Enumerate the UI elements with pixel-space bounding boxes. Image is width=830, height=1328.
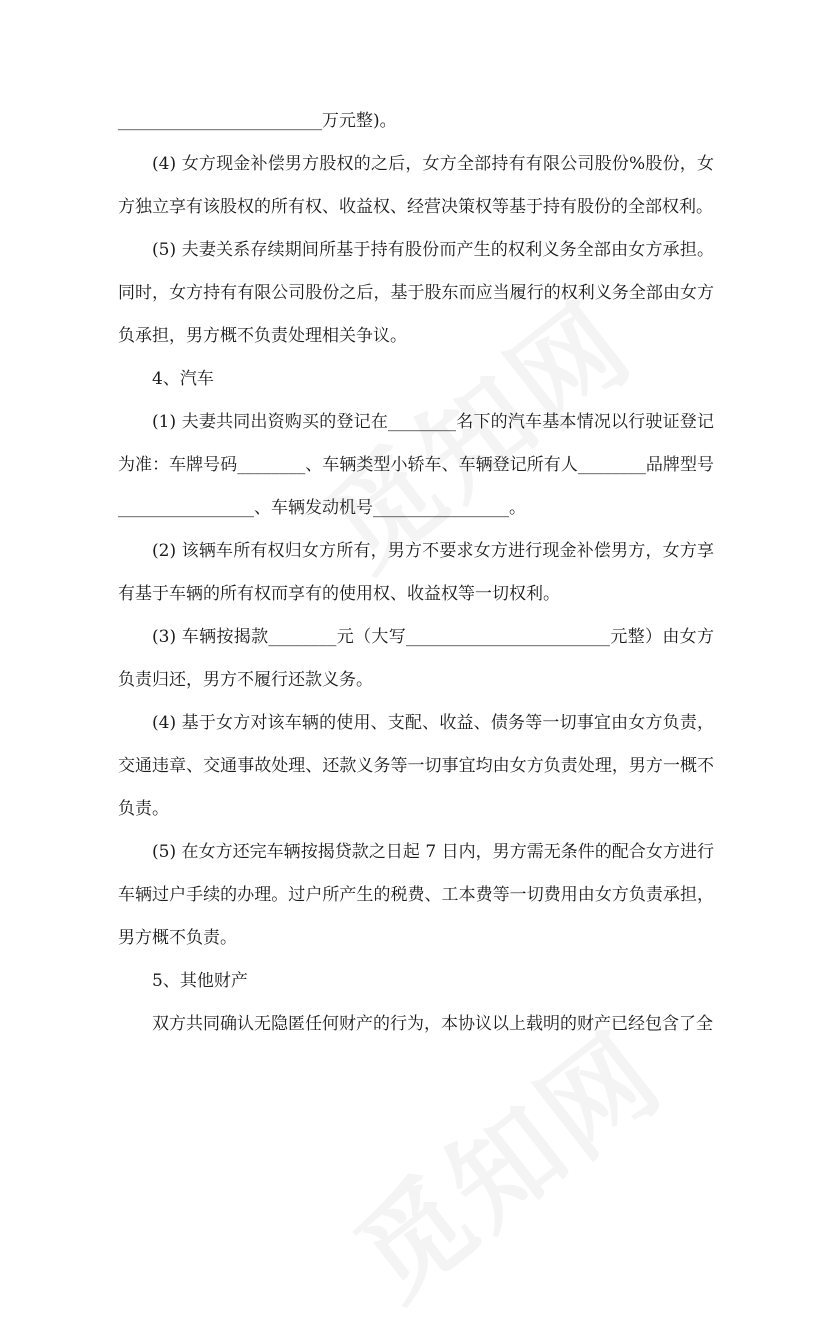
paragraph-car-registration: (1) 夫妻共同出资购买的登记在________名下的汽车基本情况以行驶证登记为准：车牌号码________、车辆类型小轿车、车辆登记所有人________品牌型号________________、车辆发动机号________________。 [118, 412, 714, 518]
paragraph-amount-continuation: ________________________万元整)。 [118, 111, 397, 131]
section-heading-other-property: 5、其他财产 [152, 971, 248, 991]
paragraph-car-responsibility: (4) 基于女方对该车辆的使用、支配、收益、债务等一切事宜由女方负责，交通违章、交通事故处理、还款义务等一切事宜均由女方负责处理，男方一概不负责。 [118, 713, 714, 819]
paragraph-other-property: 双方共同确认无隐匿任何财产的行为，本协议以上载明的财产已经包含了全 [152, 1014, 713, 1034]
paragraph-equity-obligations: (5) 夫妻关系存续期间所基于持有股份而产生的权利义务全部由女方承担。同时，女方持有有限公司股份之后，基于股东而应当履行的权利义务全部由女方负承担，男方概不负责处理相关争议。 [118, 240, 714, 346]
paragraph-equity-ownership: (4) 女方现金补偿男方股权的之后，女方全部持有有限公司股份%股份，女方独立享有该股权的所有权、收益权、经营决策权等基于持有股份的全部权利。 [118, 154, 714, 217]
section-heading-car: 4、汽车 [152, 369, 214, 389]
document-body [118, 100, 714, 1046]
paragraph-car-ownership: (2) 该辆车所有权归女方所有，男方不要求女方进行现金补偿男方，女方享有基于车辆的所有权而享有的使用权、收益权等一切权利。 [118, 541, 714, 604]
paragraph-car-transfer: (5) 在女方还完车辆按揭贷款之日起 7 日内，男方需无条件的配合女方进行车辆过户手续的办理。过户所产生的税费、工本费等一切费用由女方负责承担，男方概不负责。 [118, 842, 714, 948]
paragraph-car-mortgage: (3) 车辆按揭款________元（大写________________________元整）由女方负责归还，男方不履行还款义务。 [118, 627, 714, 690]
